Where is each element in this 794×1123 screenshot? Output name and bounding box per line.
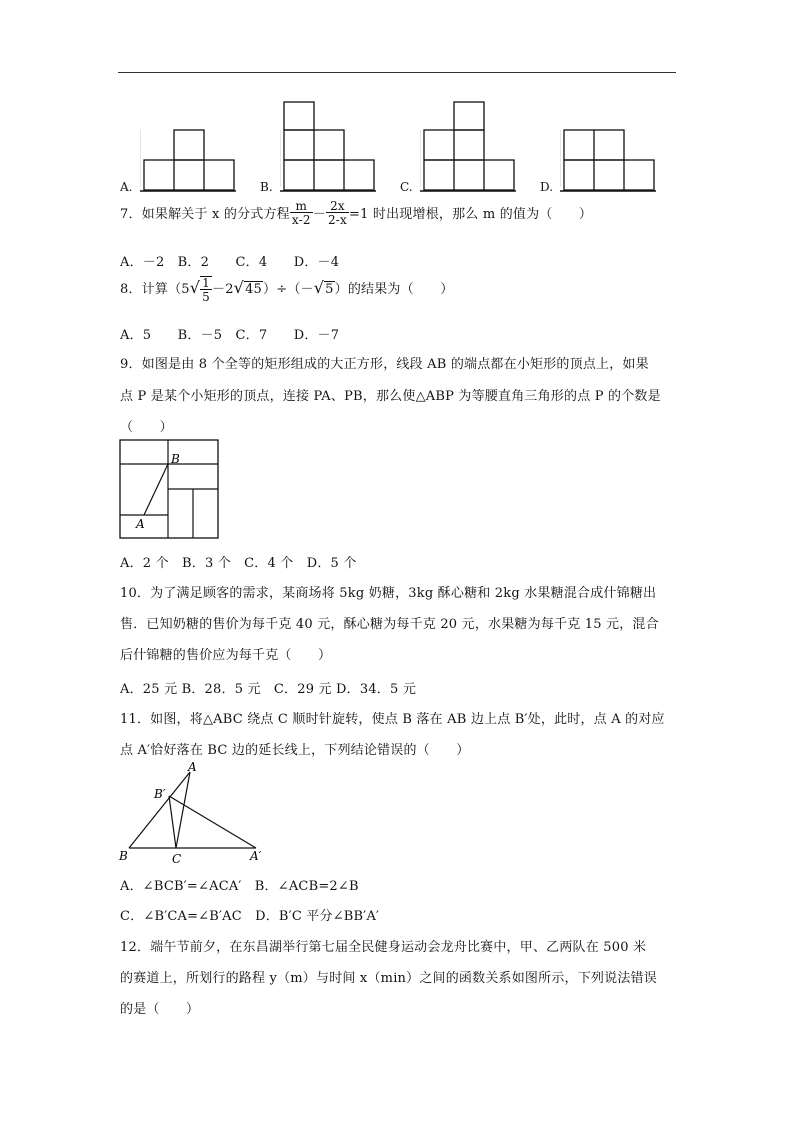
q7-options: A．－2 B．2 C．4 D．－4 bbox=[120, 255, 340, 270]
q11-options-line-1: A．∠BCB′=∠ACA′ B．∠ACB=2∠B bbox=[120, 879, 359, 894]
q6-option-b-label: B. bbox=[260, 180, 273, 194]
q9-line-3: （ ） bbox=[120, 420, 173, 435]
q7-minus: － bbox=[312, 207, 326, 222]
q9-label-b: B bbox=[171, 452, 180, 466]
q6-option-a-label: A. bbox=[120, 180, 133, 194]
q9-figure bbox=[118, 438, 222, 542]
header-rule bbox=[118, 72, 676, 73]
q11-line-1: 11．如图，将△ABC 绕点 C 顺时针旋转，使点 B 落在 AB 边上点 B′处，此时，点 A 的对应 bbox=[120, 712, 665, 727]
q11-line-2: 点 A′恰好落在 BC 边的延长线上，下列结论错误的（ ） bbox=[120, 743, 470, 758]
q6-option-c-label: C. bbox=[400, 180, 413, 194]
q9-line-2: 点 P 是某个小矩形的顶点，连接 PA、PB，那么使△ABP 为等腰直角三角形的点 P 的个数是 bbox=[120, 389, 661, 404]
q8-text-mid: －2 bbox=[212, 282, 234, 297]
q8-text-pre: 8．计算（5 bbox=[120, 282, 190, 297]
q7-text-pre: 7．如果解关于 x 的分式方程 bbox=[120, 207, 290, 222]
q12-line-1: 12．端午节前夕，在东昌湖举行第七届全民健身运动会龙舟比赛中，甲、乙两队在 500 米 bbox=[120, 940, 647, 955]
q6-option-c-figure bbox=[420, 100, 516, 193]
q12-line-2: 的赛道上，所划行的路程 y（m）与时间 x（min）之间的函数关系如图所示，下列说法错误 bbox=[120, 971, 657, 986]
q8-text-post: ）的结果为（ ） bbox=[334, 282, 454, 297]
q11-label-b: B bbox=[119, 849, 128, 863]
q9-options: A．2 个 B．3 个 C．4 个 D．5 个 bbox=[120, 556, 357, 571]
q6-option-d-label: D. bbox=[540, 180, 554, 194]
q10-line-3: 后什锦糖的售价应为每千克（ ） bbox=[120, 648, 332, 663]
q10-line-1: 10．为了满足顾客的需求，某商场将 5kg 奶糖，3kg 酥心糖和 2kg 水果糖混合成什锦糖出 bbox=[120, 586, 657, 601]
q8-text-mid2: ）÷（－ bbox=[263, 282, 314, 297]
q12-line-3: 的是（ ） bbox=[120, 1002, 200, 1017]
q6-option-b-figure bbox=[280, 100, 376, 193]
q7-fraction-1: $\frac{m}{x-2}$ bbox=[291, 198, 311, 227]
q6-option-d-figure bbox=[560, 125, 656, 193]
q11-figure bbox=[116, 760, 276, 866]
q7-text-post: =1 时出现增根，那么 m 的值为（ ） bbox=[349, 207, 593, 222]
q11-label-b-prime: B′ bbox=[154, 787, 166, 801]
q11-options-line-2: C．∠B′CA=∠B′AC D．B′C 平分∠BB′A′ bbox=[120, 909, 380, 924]
q10-line-2: 售．已知奶糖的售价为每千克 40 元，酥心糖为每千克 20 元，水果糖为每千克 15 元，混合 bbox=[120, 617, 659, 632]
q11-label-c: C bbox=[172, 852, 182, 866]
q8-stem: 8．计算（5√ $\frac{1}{5}$ －2√45）÷（－√5）的结果为（ ） bbox=[120, 276, 454, 304]
q10-options: A．25 元 B．28．5 元 C．29 元 D．34．5 元 bbox=[120, 682, 417, 697]
q9-label-a: A bbox=[136, 517, 145, 531]
q7-stem bbox=[120, 198, 593, 227]
q9-line-1: 9．如图是由 8 个全等的矩形组成的大正方形，线段 AB 的端点都在小矩形的顶点上，如果 bbox=[120, 357, 649, 372]
q11-label-a-prime: A′ bbox=[250, 849, 262, 863]
q8-sqrt-45: 45 bbox=[245, 282, 263, 297]
q8-sqrt-5: 5 bbox=[325, 282, 334, 297]
q6-option-a-figure bbox=[140, 125, 236, 193]
q11-label-a: A bbox=[188, 760, 197, 774]
q8-sqrt-fraction: $\frac{1}{5}$ bbox=[202, 276, 210, 304]
q8-options: A．5 B．－5 C．7 D．－7 bbox=[120, 328, 340, 343]
q7-fraction-2: $\frac{2x}{2-x}$ bbox=[327, 198, 347, 227]
